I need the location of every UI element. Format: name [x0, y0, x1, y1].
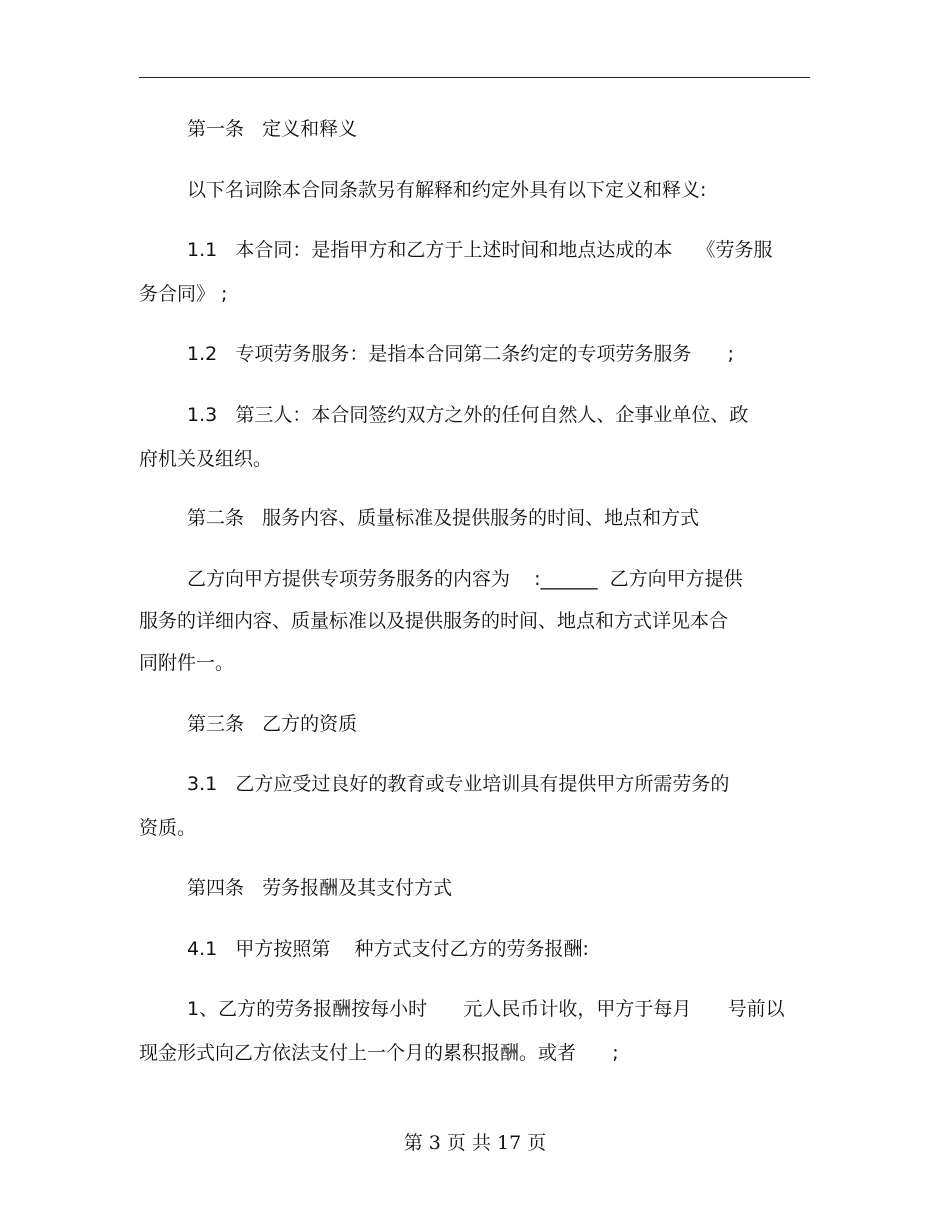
- clause-1-3-line-1: 1.3 第三人：本合同签约双方之外的任何自然人、企事业单位、政: [187, 404, 749, 426]
- article-4-heading: 第四条 劳务报酬及其支付方式: [187, 877, 453, 899]
- article-3-heading: 第三条 乙方的资质: [187, 713, 358, 735]
- clause-3-1-line-1: 3.1 乙方应受过良好的教育或专业培训具有提供甲方所需劳务的: [187, 773, 730, 795]
- payment-option-1-line-2: 现金形式向乙方依法支付上一个月的累积报酬。或者 ;: [139, 1042, 619, 1064]
- article-2-text-line-3: 同附件一。: [139, 652, 235, 674]
- clause-4-1-line: 4.1 甲方按照第 种方式支付乙方的劳务报酬:: [187, 938, 589, 960]
- clause-1-1-line-1: 1.1 本合同：是指甲方和乙方于上述时间和地点达成的本 《劳务服: [187, 239, 773, 261]
- article-2-heading: 第二条 服务内容、质量标准及提供服务的时间、地点和方式: [187, 507, 700, 529]
- paragraph-line: 以下名词除本合同条款另有解释和约定外具有以下定义和释义:: [187, 179, 707, 201]
- article-2-text-line-2: 服务的详细内容、质量标准以及提供服务的时间、地点和方式详见本合: [139, 610, 729, 632]
- article-2-text-line-1: 乙方向甲方提供专项劳务服务的内容为 :______ 乙方向甲方提供: [187, 568, 743, 590]
- page-footer: 第 3 页 共 17 页: [403, 1132, 547, 1154]
- payment-option-1-line-1: 1、乙方的劳务报酬按每小时 元人民币计收，甲方于每月 号前以: [187, 998, 785, 1020]
- article-1-heading: 第一条 定义和释义: [187, 118, 358, 140]
- clause-1-1-line-2: 务合同》 ;: [139, 283, 228, 305]
- header-rule: [139, 77, 810, 78]
- clause-3-1-line-2: 资质。: [139, 817, 197, 839]
- clause-1-2-line: 1.2 专项劳务服务：是指本合同第二条约定的专项劳务服务 ;: [187, 343, 734, 365]
- clause-1-3-line-2: 府机关及组织。: [139, 448, 273, 470]
